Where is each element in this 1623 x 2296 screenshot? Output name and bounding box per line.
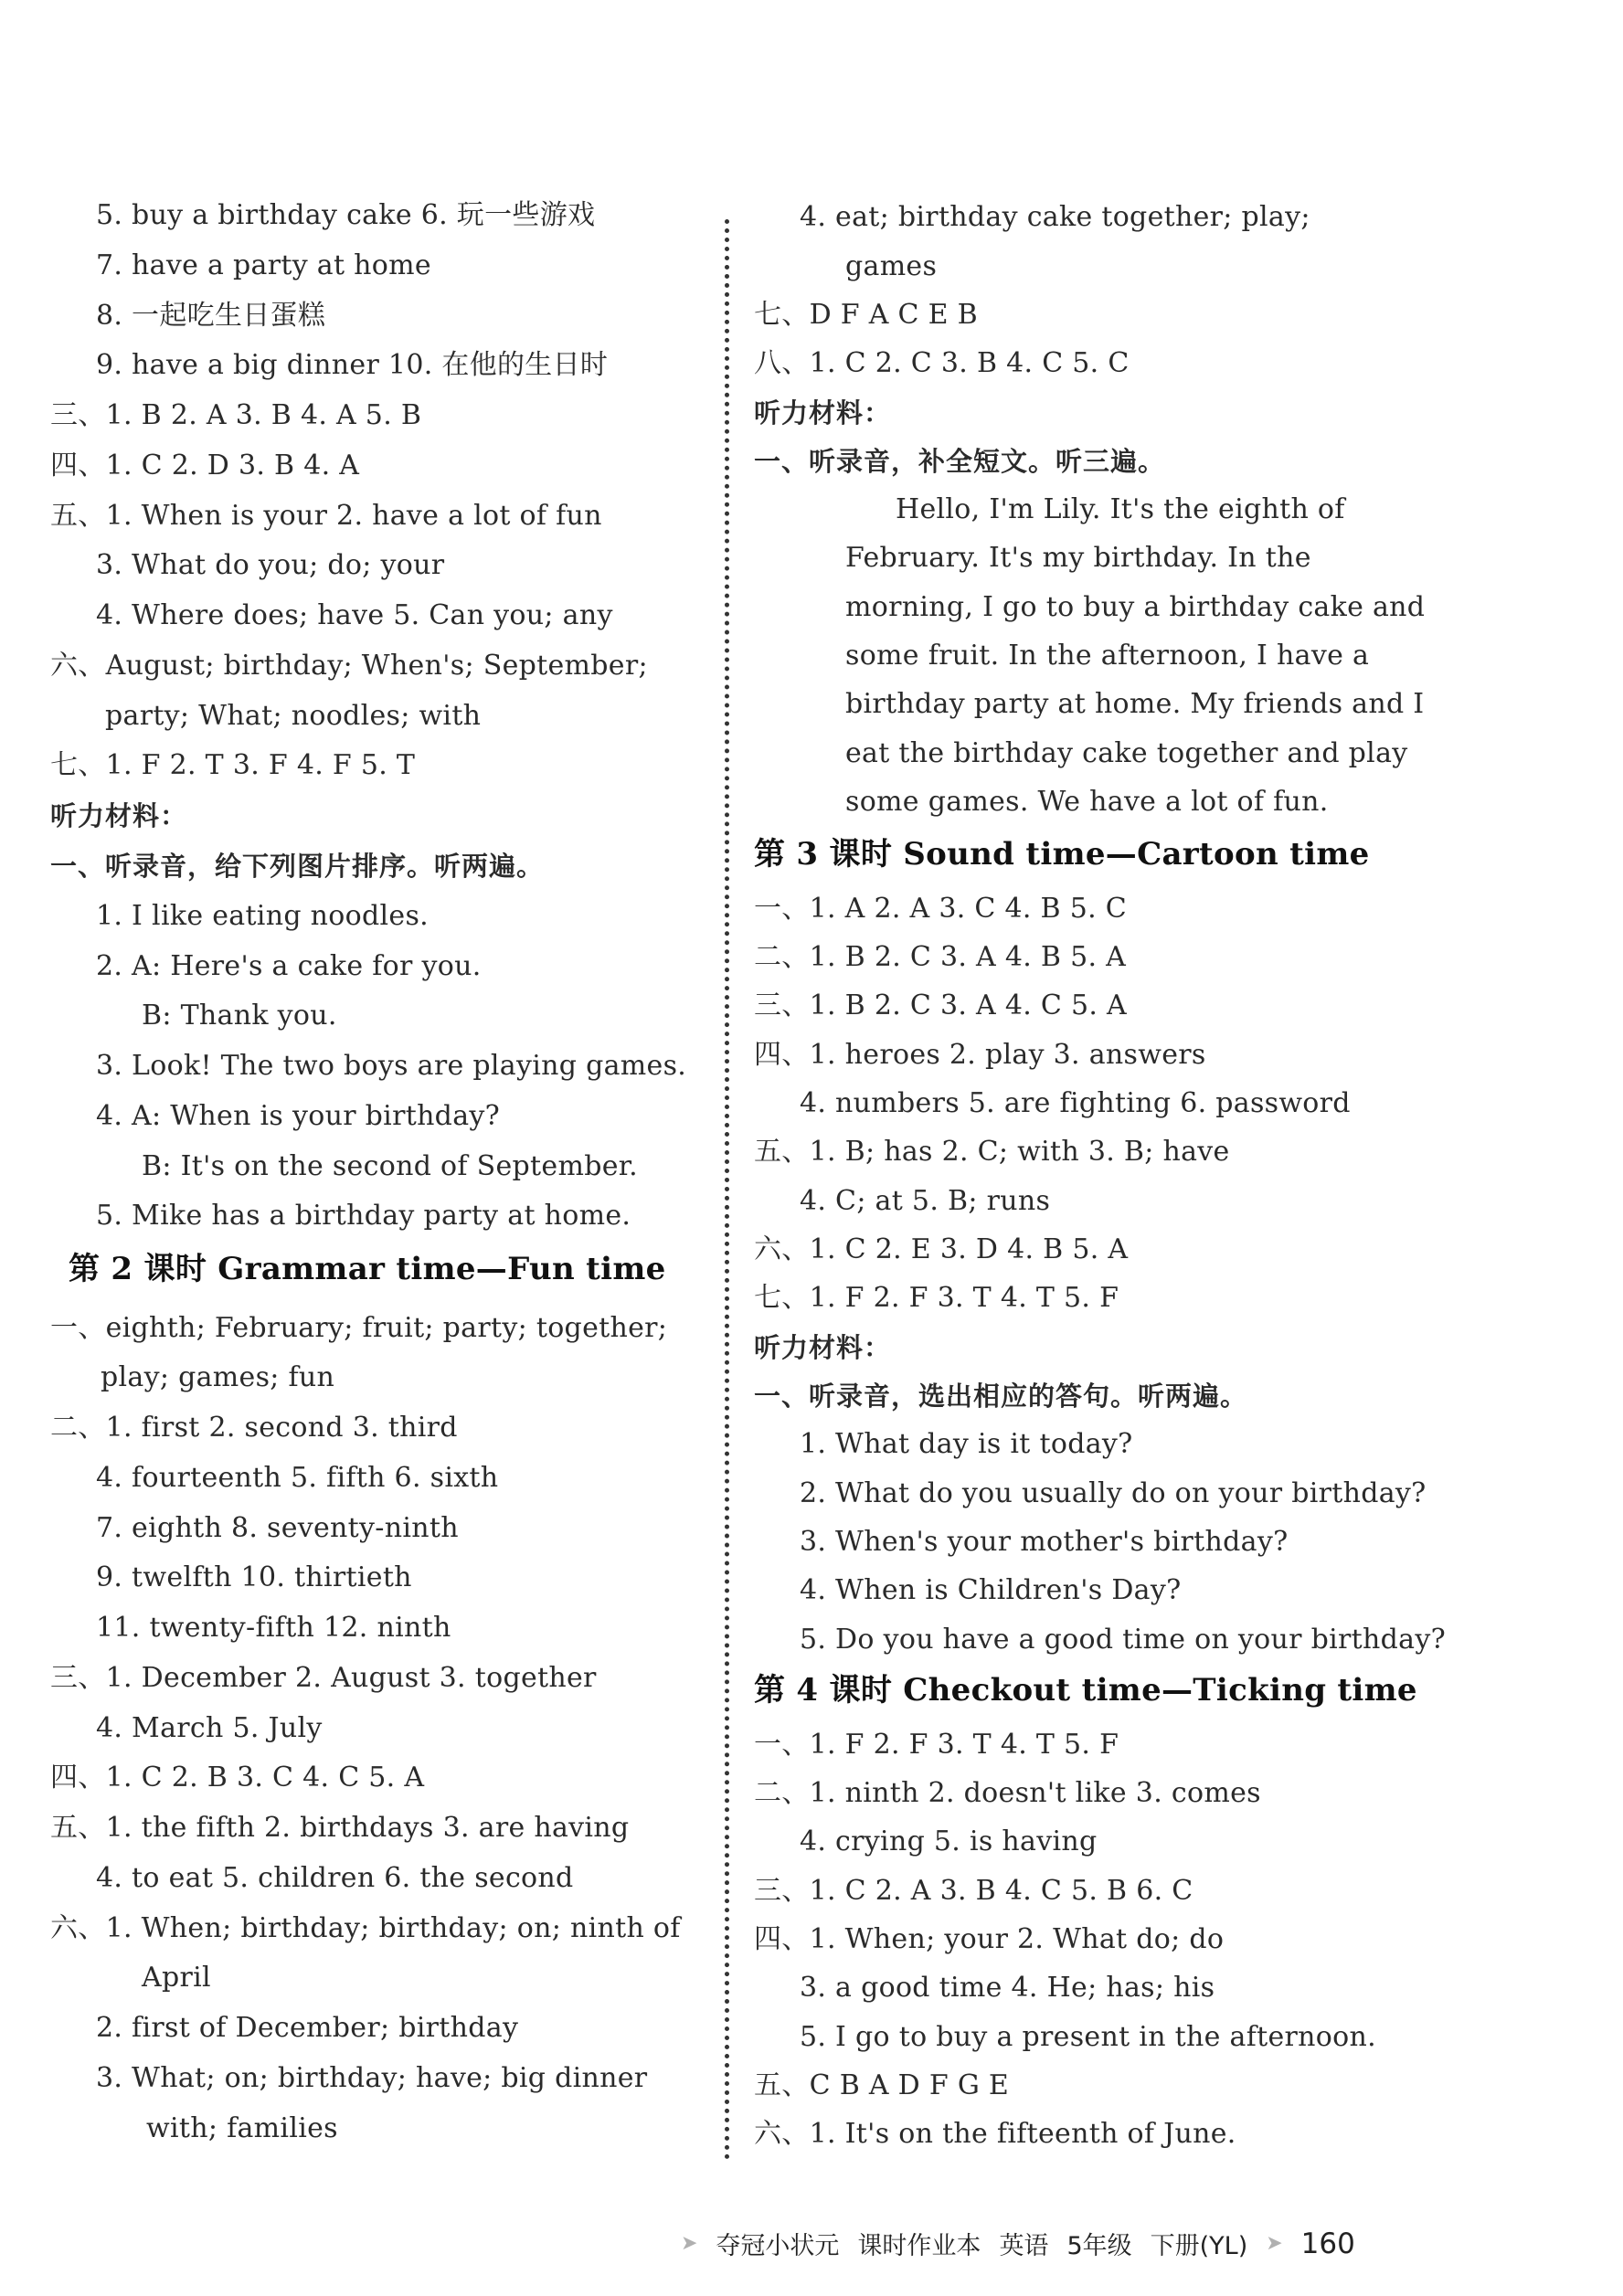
answer-line: eat the birthday cake together and play (845, 737, 1408, 769)
answer-line: 2. first of December; birthday (96, 2012, 519, 2044)
answer-line: 4. When is Children's Day? (800, 1574, 1182, 1606)
answer-line: 一、eighth; February; fruit; party; together; (50, 1312, 668, 1344)
footer-grade: 5年级 (1066, 2232, 1132, 2260)
section-heading: 第 4 课时 Checkout time—Ticking time (754, 1672, 1417, 1709)
answer-line: 三、1. C 2. A 3. B 4. C 5. B 6. C (754, 1875, 1193, 1907)
answer-line: 七、D F A C E B (754, 299, 979, 331)
answer-line: 9. twelfth 10. thirtieth (96, 1561, 412, 1593)
answer-line: 1. What day is it today? (800, 1428, 1133, 1460)
answer-line: some fruit. In the afternoon, I have a (845, 640, 1370, 672)
answer-line: 3. Look! The two boys are playing games. (96, 1050, 687, 1082)
answer-line: Hello, I'm Lily. It's the eighth of (896, 493, 1345, 525)
page-number: 160 (1300, 2227, 1355, 2260)
answer-line: 七、1. F 2. F 3. T 4. T 5. F (754, 1282, 1119, 1314)
column-divider (725, 219, 729, 2161)
answer-line: morning, I go to buy a birthday cake and (845, 591, 1426, 623)
answer-line: 八、1. C 2. C 3. B 4. C 5. C (754, 347, 1130, 379)
answer-line: 4. March 5. July (96, 1712, 323, 1744)
answer-line: 8. 一起吃生日蛋糕 (96, 300, 326, 332)
answer-line: play; games; fun (101, 1361, 335, 1393)
footer-subject: 英语 (999, 2232, 1049, 2260)
answer-line: 六、1. C 2. E 3. D 4. B 5. A (754, 1233, 1129, 1265)
answer-line: 一、1. A 2. A 3. C 4. B 5. C (754, 893, 1128, 925)
footer-brand: 夺冠小状元 (716, 2232, 840, 2260)
answer-line: 五、1. When is your 2. have a lot of fun (50, 500, 602, 532)
answer-line: some games. We have a lot of fun. (845, 786, 1329, 818)
subsection-heading: 听力材料： (754, 1332, 892, 1363)
answer-line: 4. fourteenth 5. fifth 6. sixth (96, 1462, 499, 1494)
answer-line: birthday party at home. My friends and I (845, 688, 1425, 720)
answer-line: 四、1. When; your 2. What do; do (754, 1923, 1225, 1955)
answer-line: 六、August; birthday; When's; September; (50, 650, 648, 682)
answer-line: games (845, 250, 938, 282)
answer-line: 四、1. heroes 2. play 3. answers (754, 1039, 1206, 1071)
answer-line: 五、C B A D F G E (754, 2069, 1010, 2101)
answer-line: 3. What do you; do; your (96, 549, 445, 581)
answer-line: 4. eat; birthday cake together; play; (800, 201, 1310, 233)
subsection-heading: 一、听录音，给下列图片排序。听两遍。 (50, 851, 545, 882)
answer-line: 四、1. C 2. D 3. B 4. A (50, 450, 360, 481)
answer-line: 11. twenty-fifth 12. ninth (96, 1612, 451, 1644)
footer-arrow-icon: ➤ (1266, 2232, 1283, 2255)
subsection-heading: 一、听录音，补全短文。听三遍。 (754, 446, 1166, 477)
answer-line: 六、1. When; birthday; birthday; on; ninth of (50, 1912, 681, 1944)
subsection-heading: 一、听录音，选出相应的答句。听两遍。 (754, 1381, 1248, 1412)
answer-line: 4. Where does; have 5. Can you; any (96, 599, 613, 631)
answer-line: 一、1. F 2. F 3. T 4. T 5. F (754, 1729, 1119, 1761)
answer-line: 2. What do you usually do on your birthday? (800, 1477, 1427, 1509)
answer-line: 二、1. ninth 2. doesn't like 3. comes (754, 1777, 1261, 1809)
answer-line: 五、1. B; has 2. C; with 3. B; have (754, 1136, 1230, 1168)
answer-line: April (142, 1962, 211, 1994)
answer-line: 2. A: Here's a cake for you. (96, 950, 482, 982)
answer-line: 4. to eat 5. children 6. the second (96, 1862, 574, 1894)
page-footer (681, 2226, 1355, 2261)
answer-line: 5. I go to buy a present in the afternoon. (800, 2021, 1376, 2053)
answer-line: 七、1. F 2. T 3. F 4. F 5. T (50, 749, 416, 781)
answer-line: 五、1. the fifth 2. birthdays 3. are having (50, 1812, 630, 1844)
answer-line: 1. I like eating noodles. (96, 900, 429, 932)
answer-line: 三、1. B 2. C 3. A 4. C 5. A (754, 989, 1128, 1021)
answer-line: 四、1. C 2. B 3. C 4. C 5. A (50, 1762, 425, 1793)
answer-line: 3. What; on; birthday; have; big dinner (96, 2062, 648, 2094)
answer-line: 5. Mike has a birthday party at home. (96, 1200, 631, 1232)
section-heading: 第 3 课时 Sound time—Cartoon time (754, 836, 1370, 873)
answer-line: 4. A: When is your birthday? (96, 1100, 501, 1132)
answer-line: February. It's my birthday. In the (845, 542, 1311, 574)
footer-volume: 下册(YL) (1150, 2232, 1248, 2260)
answer-line: B: Thank you. (142, 1000, 337, 1032)
answer-line: with; families (146, 2112, 338, 2144)
answer-line: 三、1. December 2. August 3. together (50, 1662, 597, 1694)
answer-line: 3. a good time 4. He; has; his (800, 1972, 1215, 2004)
answer-line: 二、1. B 2. C 3. A 4. B 5. A (754, 941, 1127, 973)
answer-line: 4. C; at 5. B; runs (800, 1185, 1051, 1217)
subsection-heading: 听力材料： (50, 800, 188, 831)
answer-line: 7. eighth 8. seventy-ninth (96, 1512, 459, 1544)
answer-line: 4. crying 5. is having (800, 1825, 1098, 1857)
answer-line: 六、1. It's on the fifteenth of June. (754, 2118, 1236, 2150)
answer-line: 三、1. B 2. A 3. B 4. A 5. B (50, 399, 422, 431)
answer-line: 二、1. first 2. second 3. third (50, 1412, 458, 1444)
footer-book: 课时作业本 (857, 2232, 981, 2260)
answer-line: 3. When's your mother's birthday? (800, 1526, 1289, 1558)
answer-line: 9. have a big dinner 10. 在他的生日时 (96, 349, 609, 381)
answer-line: 4. numbers 5. are fighting 6. password (800, 1087, 1351, 1119)
section-heading: 第 2 课时 Grammar time—Fun time (69, 1251, 666, 1287)
answer-line: party; What; noodles; with (105, 700, 482, 732)
answer-line: 5. Do you have a good time on your birthday? (800, 1624, 1446, 1656)
answer-line: 5. buy a birthday cake 6. 玩一些游戏 (96, 199, 596, 231)
answer-line: 7. have a party at home (96, 249, 431, 281)
answer-line: B: It's on the second of September. (142, 1150, 638, 1182)
subsection-heading: 听力材料： (754, 397, 892, 429)
footer-arrow-icon: ➤ (681, 2232, 698, 2255)
